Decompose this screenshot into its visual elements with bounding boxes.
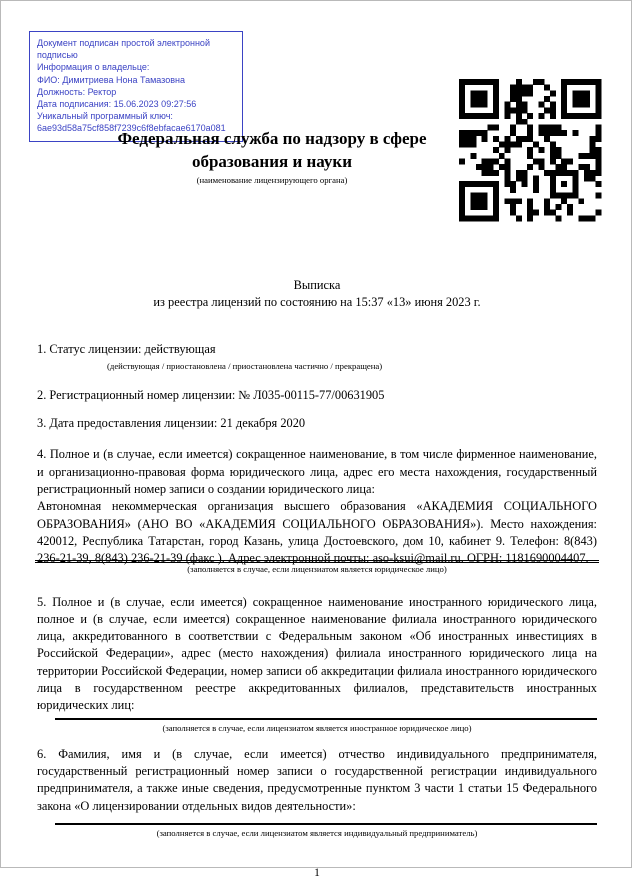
foreign-entity-section [37, 594, 597, 734]
legal-entity-caption: (заполняется в случае, если лицензиатом является юридическое лицо) [187, 563, 447, 574]
foreign-entity-caption: (заполняется в случае, если лицензиатом является иностранное юридическое лицо) [162, 722, 472, 733]
entrepreneur-caption: (заполняется в случае, если лицензиатом является индивидуальный предприниматель) [156, 827, 478, 838]
extract-subtitle: из реестра лицензий по состоянию на 15:37 «13» июня 2023 г. [153, 295, 481, 310]
license-status-section [37, 341, 597, 372]
legal-entity-value: Автономная некоммерческая организация высшего образования «АКАДЕМИЯ СОЦИАЛЬНОГО ОБРАЗОВАНИЯ» (АНО ВО «АКАДЕМИЯ СОЦИАЛЬНОГО ОБРАЗОВАНИЯ»). Место нахождения: 420012, Республика Татарстан, город Казань, улица Достоевского, дом 10, кабинет 9. Телефон: 8(843) 236-21-39, 8(843) 236-21-39 (факс ). Адрес электронной почты: aso-ksui@mail.ru. ОГРН: 1181690004407. [37, 499, 597, 566]
legal-entity-section [37, 446, 597, 574]
signature-owner-header: Информация о владельце: [37, 62, 150, 73]
license-reg-number-text: 2. Регистрационный номер лицензии: № Л035-00115-77/00631905 [37, 387, 385, 402]
agency-header [37, 127, 507, 186]
foreign-entity-text: 5. Полное и (в случае, если имеется) сокращенное наименование иностранного юридического лица, полное и (в случае, если имеется) сокращенное наименование филиала иностранного юридического лица, аккредитованного в соответствии с Федеральным законом «Об иностранных инвестициях в Российской Федерации», адрес (место нахождения) филиала иностранного юридического лица на территории Российской Федерации, номер записи об аккредитации филиала иностранного юридического лица в государственном реестре аккредитованных филиалов, представительств иностранных юридических лиц: [37, 594, 597, 713]
signature-stamp-title: Документ подписан простой электронной подписью [37, 38, 210, 61]
signature-date: Дата подписания: 15.06.2023 09:27:56 [37, 99, 197, 110]
signature-fio: ФИО: Димитриева Нона Тамазовна [37, 74, 185, 85]
license-grant-date-text: 3. Дата предоставления лицензии: 21 декабря 2020 [37, 416, 306, 431]
agency-title-line2: образования и науки [191, 152, 353, 171]
fill-in-rule [55, 823, 597, 825]
license-status-text: 1. Статус лицензии: действующая [37, 341, 216, 356]
signature-key-value: 6ae93d58a75cf858f7239c6f8ebfacae6170a081 [37, 123, 226, 134]
signature-position: Должность: Ректор [37, 86, 117, 97]
extract-heading [37, 277, 597, 312]
entrepreneur-text: 6. Фамилия, имя и (в случае, если имеется) отчество индивидуального предпринимателя, государственный регистрационный номер записи о государственной регистрации индивидуального предпринимателя, а также иные сведения, предусмотренные пунктом 3 части 1 статьи 15 Федерального закона «О лицензировании отдельных видов деятельности»: [37, 746, 597, 813]
legal-entity-intro: 4. Полное и (в случае, если имеется) сокращенное наименование, в том числе фирменное наименование, и организационно-правовая форма юридического лица, адрес его места нахождения, государственный регистрационный номер записи о создании юридического лица: [37, 447, 597, 497]
entrepreneur-section [37, 746, 597, 839]
extract-title: Выписка [293, 278, 341, 292]
agency-title-line1: Федеральная служба по надзору в сфере [117, 129, 427, 148]
page-number: 1 [314, 866, 320, 879]
licensing-authority-caption: (наименование лицензирующего органа) [196, 175, 348, 185]
signature-key-label: Уникальный программный ключ: [37, 111, 173, 122]
fill-in-rule [55, 718, 597, 720]
license-status-options-caption: (действующая / приостановлена / приостановлена частично / прекращена) [107, 360, 383, 371]
document-content [37, 1, 597, 879]
